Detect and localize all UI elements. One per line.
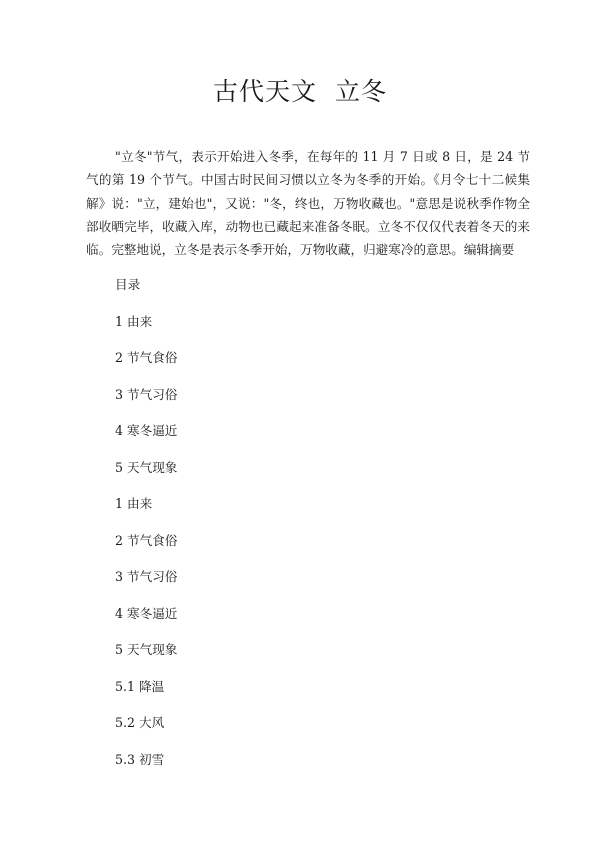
- intro-paragraph: "立冬"节气，表示开始进入冬季，在每年的 11 月 7 日或 8 日，是 24 节气的第 19 个节气。中国古时民间习惯以立冬为冬季的开始。《月令七十二候集解》说："立，建始也"，又说："冬，终也，万物收藏也。"意思是说秋季作物全部收晒完毕，收藏入库，动物也已藏起来准备冬眠。立冬不仅仅代表着冬天的来临。完整地说，立冬是表示冬季开始，万物收藏，归避寒冷的意思。编辑摘要: [86, 149, 530, 258]
- toc-item: 4 寒冬逼近: [115, 423, 178, 438]
- toc-item: 1 由来: [115, 496, 153, 511]
- toc-item: 1 由来: [115, 313, 153, 329]
- toc-item: 3 节气习俗: [115, 569, 178, 584]
- toc-item: 2 节气食俗: [115, 532, 178, 548]
- toc-item: 3 节气习俗: [115, 386, 178, 402]
- toc-heading: 目录: [115, 277, 141, 292]
- toc-item: 5.2 大风: [115, 715, 165, 730]
- toc-item: 5 天气现象: [115, 459, 178, 475]
- table-of-contents: [115, 277, 515, 788]
- toc-item: 5 天气现象: [115, 642, 178, 657]
- document-title: 古代天文 立冬: [213, 77, 387, 106]
- toc-item: 4 寒冬逼近: [115, 605, 178, 621]
- toc-item: 5.3 初雪: [115, 751, 165, 767]
- toc-item: 2 节气食俗: [115, 350, 178, 365]
- toc-item: 5.1 降温: [115, 678, 165, 694]
